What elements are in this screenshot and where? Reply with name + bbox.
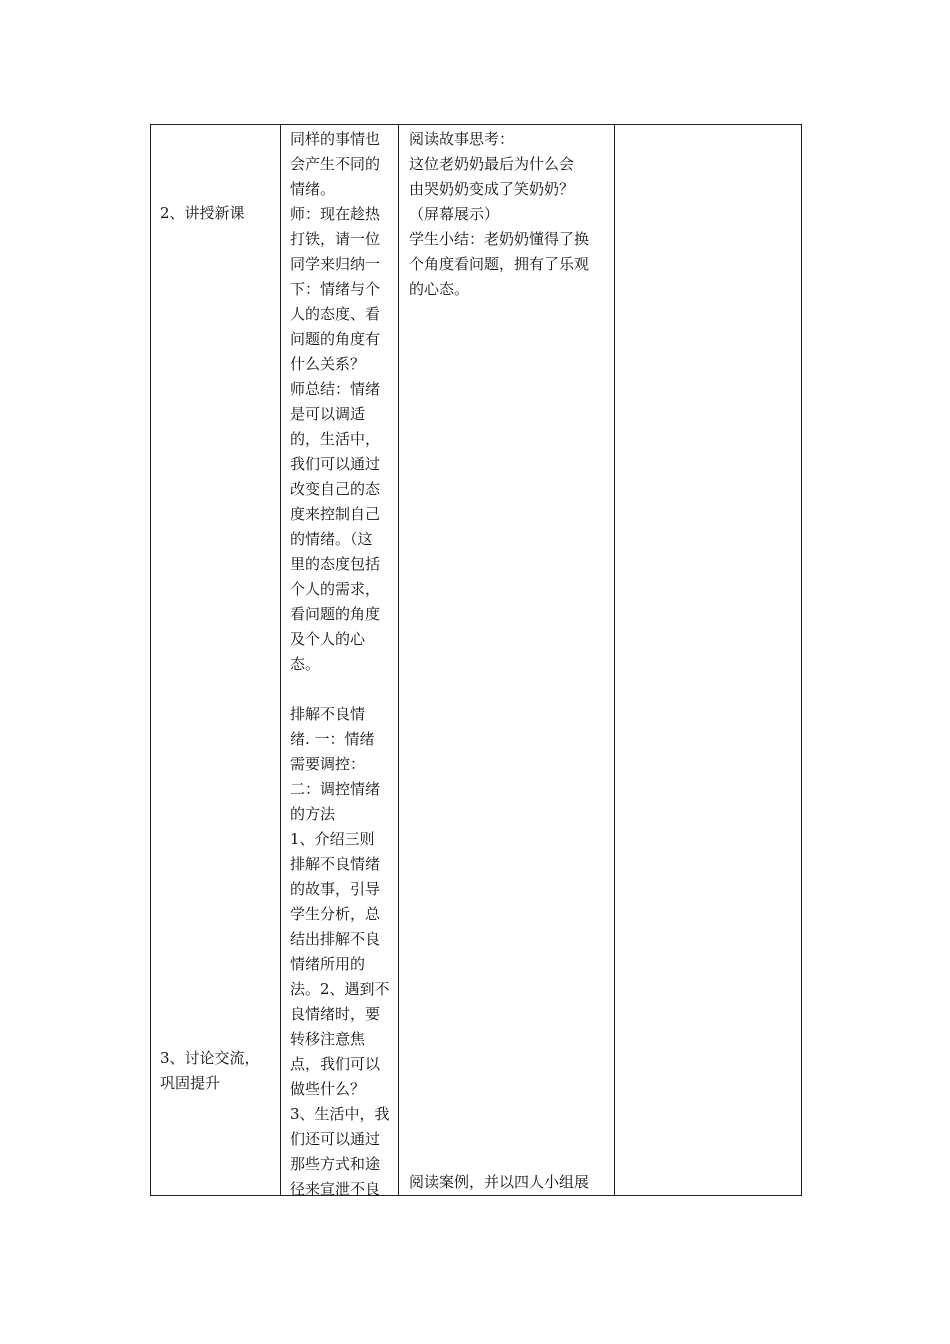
student-activity-cell bbox=[399, 125, 615, 1196]
teaching-steps-cell bbox=[151, 125, 281, 1196]
table-row bbox=[151, 125, 802, 1196]
teacher-activity-text: 同样的事情也 会产生不同的 情绪。 师：现在趁热 打铁，请一位 同学来归纳一 下：情绪与个 人的态度、看 问题的角度有 什么关系？ 师总结：情绪 是可以调适 的，生活中， 我们可以通过 改变自己的态 度来控制自己 的情绪。（这 里的态度包括 个人的需求， 看问题的角度 及个人的心 态。 排解不良情 绪. 一：情绪 需要调控： 二：调控情绪 的方法 1、介绍三则 排解不良情绪 的故事，引导 学生分析，总 结出排解不良 情绪所用的 法。2、遇到不 良情绪时，要 转移注意焦 点，我们可以 做些什么？ 3、生活中，我 们还可以通过 那些方式和途 径来宣泄不良 bbox=[290, 130, 390, 1198]
notes-cell bbox=[615, 125, 802, 1196]
teacher-activity-cell bbox=[281, 125, 399, 1196]
student-activity-case-text: 阅读案例，并以四人小组展 bbox=[409, 1173, 590, 1191]
step-discussion-label: 3、讨论交流， 巩固提升 bbox=[160, 1049, 260, 1092]
lesson-plan-table bbox=[150, 124, 802, 1196]
step-lecture-label: 2、讲授新课 bbox=[160, 204, 245, 222]
student-activity-story-text: 阅读故事思考： 这位老奶奶最后为什么会 由哭奶奶变成了笑奶奶？ （屏幕展示） 学生小结：老奶奶懂得了换 个角度看问题，拥有了乐观 的心态。 bbox=[409, 130, 590, 298]
